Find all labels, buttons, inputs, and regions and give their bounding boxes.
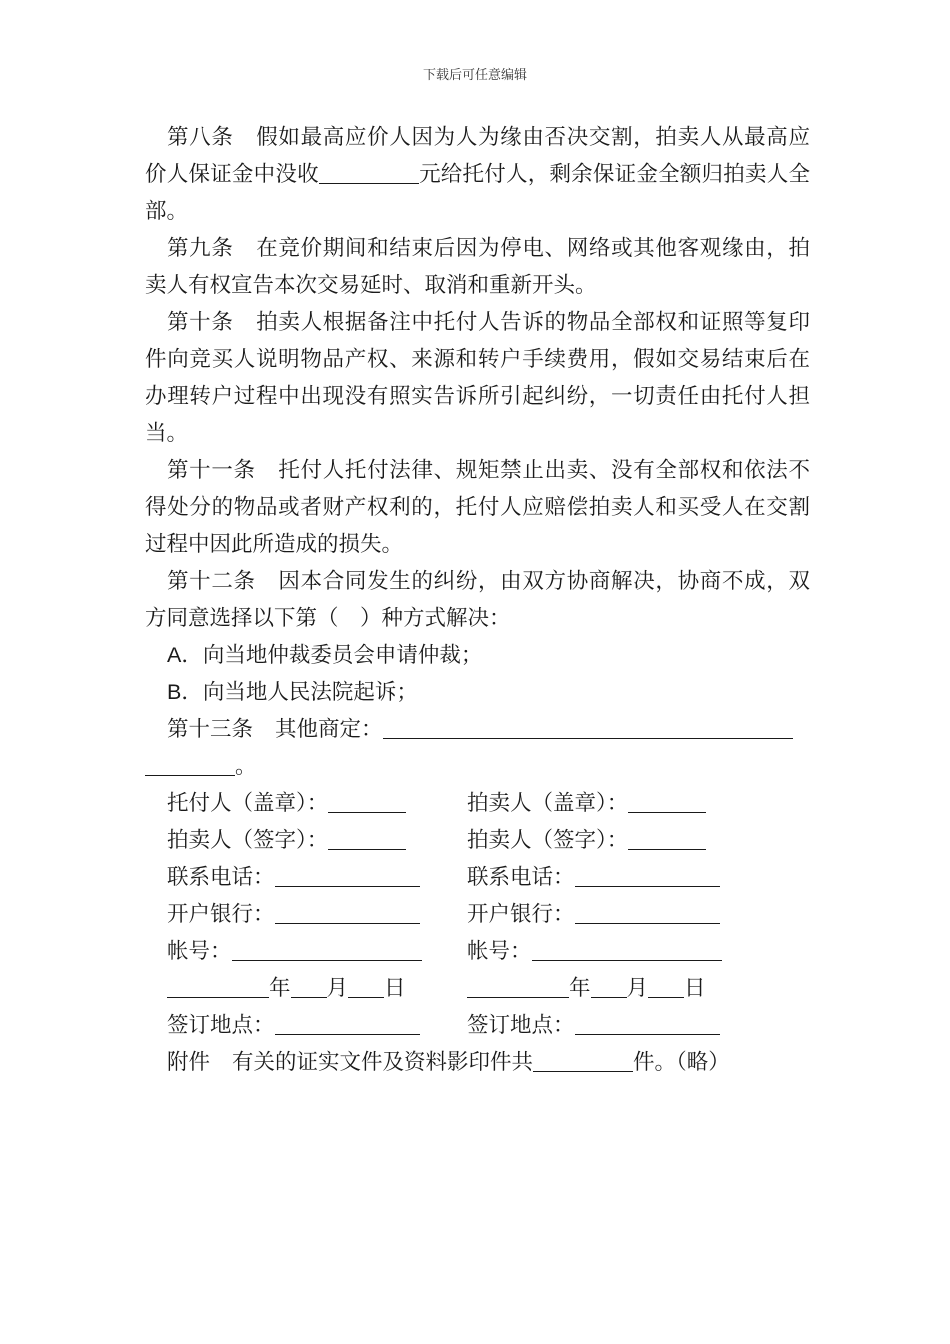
left-sign-label: 拍卖人（签字）： bbox=[167, 828, 329, 853]
article-9-title: 第九条 bbox=[167, 236, 234, 261]
article-12-title: 第十二条 bbox=[167, 569, 256, 594]
right-account-blank[interactable] bbox=[532, 936, 722, 961]
article-13-label: 其他商定： bbox=[275, 717, 383, 742]
left-month-blank[interactable] bbox=[291, 973, 327, 998]
article-12-text: 因本合同发生的纠纷，由双方协商解决，协商不成，双方同意选择以下第（ ）种方式解决： bbox=[145, 569, 810, 631]
article-10-text: 拍卖人根据备注中托付人告诉的物品全部权和证照等复印件向竞买人说明物品产权、来源和转户手续费用，假如交易结束后在办理转户过程中出现没有照实告诉所引起纠纷，一切责任由托付人担当。 bbox=[145, 310, 810, 446]
article-12 bbox=[145, 563, 810, 637]
signature-row-sign bbox=[145, 822, 810, 859]
left-sign bbox=[167, 822, 467, 859]
attachment-count-blank[interactable] bbox=[533, 1047, 633, 1072]
attachment bbox=[145, 1044, 810, 1081]
right-day-blank[interactable] bbox=[648, 973, 684, 998]
right-phone-blank[interactable] bbox=[575, 862, 720, 887]
right-seal bbox=[467, 785, 767, 822]
other-terms-blank[interactable] bbox=[383, 714, 793, 739]
left-phone-label: 联系电话： bbox=[167, 865, 275, 890]
option-b-marker: B bbox=[167, 680, 182, 704]
right-phone bbox=[467, 859, 767, 896]
right-bank bbox=[467, 896, 767, 933]
option-a-text: ．向当地仲裁委员会申请仲裁； bbox=[181, 643, 483, 668]
entrustor-seal-blank[interactable] bbox=[328, 788, 406, 813]
right-place bbox=[467, 1007, 767, 1044]
left-year-label: 年 bbox=[269, 976, 291, 1001]
left-place-blank[interactable] bbox=[275, 1010, 420, 1035]
left-year-blank[interactable] bbox=[167, 973, 269, 998]
signature-row-bank bbox=[145, 896, 810, 933]
attachment-text-before: 有关的证实文件及资料影印件共 bbox=[232, 1050, 534, 1075]
signature-row-account bbox=[145, 933, 810, 970]
right-day-label: 日 bbox=[684, 976, 706, 1001]
option-b-text: ．向当地人民法院起诉； bbox=[181, 680, 418, 705]
right-account bbox=[467, 933, 767, 970]
right-month-label: 月 bbox=[626, 976, 649, 1001]
auctioneer-seal-blank[interactable] bbox=[628, 788, 706, 813]
right-bank-blank[interactable] bbox=[575, 899, 720, 924]
left-account-blank[interactable] bbox=[232, 936, 422, 961]
signature-row-seal bbox=[145, 785, 810, 822]
article-13-continuation bbox=[145, 748, 810, 785]
article-13-end: 。 bbox=[235, 754, 257, 779]
page-header: 下载后可任意编辑 bbox=[422, 68, 527, 83]
signature-row-date bbox=[145, 970, 810, 1007]
right-signature-blank[interactable] bbox=[628, 825, 706, 850]
article-11 bbox=[145, 452, 810, 563]
right-date bbox=[467, 970, 767, 1007]
left-place bbox=[167, 1007, 467, 1044]
option-a bbox=[145, 637, 810, 674]
right-month-blank[interactable] bbox=[591, 973, 627, 998]
left-phone-blank[interactable] bbox=[275, 862, 420, 887]
article-8-title: 第八条 bbox=[167, 125, 234, 150]
forfeit-amount-blank[interactable] bbox=[319, 159, 419, 184]
right-seal-label: 拍卖人（盖章）： bbox=[467, 791, 629, 816]
article-13 bbox=[145, 711, 810, 748]
right-place-label: 签订地点： bbox=[467, 1013, 575, 1038]
option-b bbox=[145, 674, 810, 711]
right-sign bbox=[467, 822, 767, 859]
left-day-blank[interactable] bbox=[348, 973, 384, 998]
article-8-text-before: 假如最高应价人因为人为缘由否决交割，拍卖人从最高应价人保证金中没收 bbox=[145, 125, 810, 187]
right-account-label: 帐号： bbox=[467, 939, 532, 964]
left-seal-label: 托付人（盖章）： bbox=[167, 791, 329, 816]
article-10-title: 第十条 bbox=[167, 310, 234, 335]
article-13-title: 第十三条 bbox=[167, 717, 254, 742]
article-8-text-after: 元给托付人，剩余保证金全额归拍卖人全部。 bbox=[145, 162, 810, 224]
contract-body bbox=[145, 119, 810, 1081]
left-account bbox=[167, 933, 467, 970]
attachment-title: 附件 bbox=[167, 1050, 211, 1075]
right-phone-label: 联系电话： bbox=[467, 865, 575, 890]
left-account-label: 帐号： bbox=[167, 939, 232, 964]
article-10 bbox=[145, 304, 810, 452]
left-signature-blank[interactable] bbox=[328, 825, 406, 850]
right-bank-label: 开户银行： bbox=[467, 902, 575, 927]
left-bank-label: 开户银行： bbox=[167, 902, 275, 927]
left-month-label: 月 bbox=[326, 976, 349, 1001]
article-9 bbox=[145, 230, 810, 304]
right-year-label: 年 bbox=[569, 976, 591, 1001]
signature-row-place bbox=[145, 1007, 810, 1044]
left-place-label: 签订地点： bbox=[167, 1013, 275, 1038]
other-terms-blank-continued[interactable] bbox=[145, 751, 235, 776]
left-bank bbox=[167, 896, 467, 933]
article-8 bbox=[145, 119, 810, 230]
right-place-blank[interactable] bbox=[575, 1010, 720, 1035]
right-sign-label: 拍卖人（签字）： bbox=[467, 828, 629, 853]
option-a-marker: A bbox=[167, 643, 182, 667]
article-11-text: 托付人托付法律、规矩禁止出卖、没有全部权和依法不得处分的物品或者财产权利的，托付人应赔偿拍卖人和买受人在交割过程中因此所造成的损失。 bbox=[145, 458, 810, 557]
left-day-label: 日 bbox=[384, 976, 406, 1001]
attachment-text-after: 件。（略） bbox=[633, 1050, 730, 1075]
left-phone bbox=[167, 859, 467, 896]
left-date bbox=[167, 970, 467, 1007]
article-11-title: 第十一条 bbox=[167, 458, 256, 483]
article-9-text: 在竞价期间和结束后因为停电、网络或其他客观缘由，拍卖人有权宣告本次交易延时、取消和重新开头。 bbox=[145, 236, 810, 298]
right-year-blank[interactable] bbox=[467, 973, 569, 998]
signature-row-phone bbox=[145, 859, 810, 896]
left-seal bbox=[167, 785, 467, 822]
left-bank-blank[interactable] bbox=[275, 899, 420, 924]
